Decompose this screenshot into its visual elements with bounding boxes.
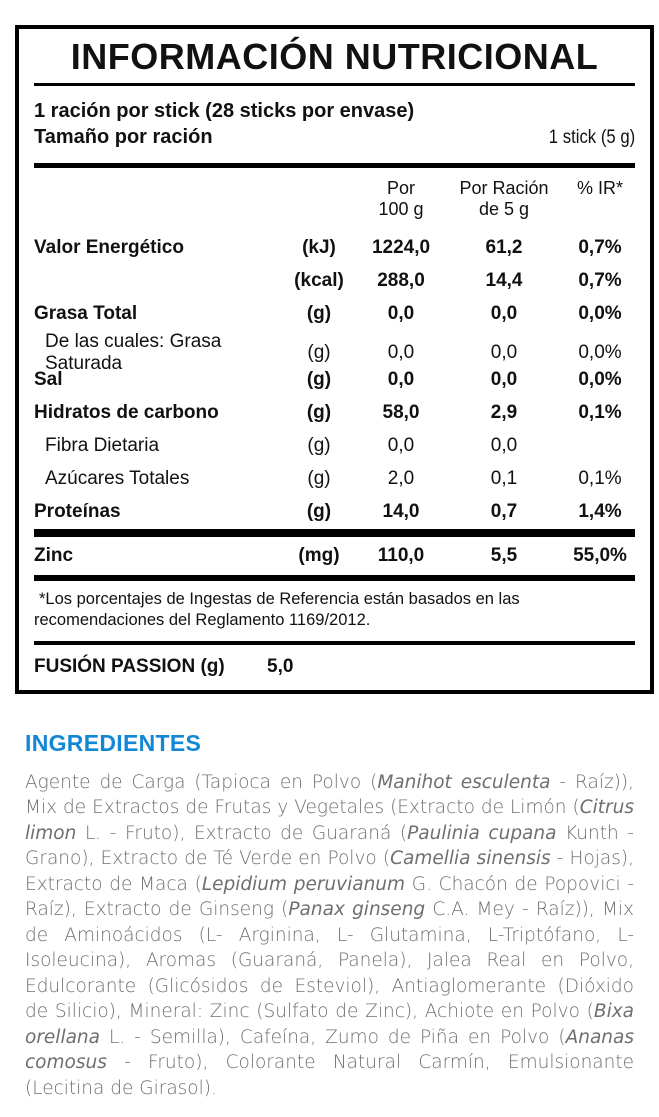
nutrition-facts-panel xyxy=(15,25,654,694)
serving-size-label: Tamaño por ración xyxy=(34,125,213,148)
value-per-100g: 288,0 xyxy=(377,270,425,292)
value-per-100g: 58,0 xyxy=(382,402,420,424)
value-per-serving: 2,9 xyxy=(490,402,518,424)
table-row-energy-kj xyxy=(34,232,635,265)
header-percent-ir: % IR* xyxy=(576,177,623,198)
nutrient-unit: (g) xyxy=(306,501,332,523)
panel-title: INFORMACIÓN NUTRICIONAL xyxy=(70,36,599,77)
value-percent-ir: 0,0% xyxy=(578,341,622,363)
nutrient-name: Zinc xyxy=(34,544,74,566)
blend-value: 5,0 xyxy=(267,656,294,678)
header-per-100g-line1: Por xyxy=(386,177,415,198)
nutrient-name: Azúcares Totales xyxy=(45,468,190,490)
value-per-serving: 14,4 xyxy=(485,270,523,292)
blend-name: FUSIÓN PASSION (g) xyxy=(34,656,225,678)
value-per-serving: 0,0 xyxy=(490,303,518,325)
nutrient-name: Grasa Total xyxy=(34,303,138,325)
header-per-serving-line1: Por Ración xyxy=(459,177,549,198)
nutrient-unit: (mg) xyxy=(298,544,340,566)
value-per-100g: 0,0 xyxy=(387,369,415,391)
nutrient-unit: (g) xyxy=(306,369,332,391)
nutrient-unit: (g) xyxy=(306,303,332,325)
value-per-serving: 5,5 xyxy=(490,544,518,566)
value-per-100g: 1224,0 xyxy=(371,237,431,259)
table-row-dietary-fiber xyxy=(34,430,635,463)
nutrient-name: Sal xyxy=(34,369,63,391)
table-row-carbohydrates xyxy=(34,397,635,430)
value-percent-ir: 0,0% xyxy=(578,369,622,391)
value-per-serving: 0,0 xyxy=(490,341,518,363)
table-row-energy-kcal xyxy=(34,265,635,298)
table-row-total-sugars xyxy=(34,463,635,496)
thick-divider-above-minerals xyxy=(34,529,635,537)
nutrient-name: Fibra Dietaria xyxy=(45,435,160,457)
nutrient-name: De las cuales: Grasa Saturada xyxy=(45,330,222,374)
blend-row xyxy=(34,645,635,690)
value-percent-ir: 0,1% xyxy=(578,402,622,424)
servings-per-container: 1 ración por stick (28 sticks por envase) xyxy=(34,99,415,122)
nutrient-rows xyxy=(34,232,635,529)
value-per-100g: 110,0 xyxy=(377,544,425,566)
serving-info xyxy=(34,86,635,163)
value-per-100g: 0,0 xyxy=(387,435,415,457)
nutrient-name: Valor Energético xyxy=(34,237,184,259)
value-per-serving: 61,2 xyxy=(485,237,523,259)
nutrient-unit: (g) xyxy=(307,435,331,457)
value-percent-ir: 0,7% xyxy=(578,270,622,292)
table-row-salt xyxy=(34,364,635,397)
serving-size-value: 1 stick (5 g) xyxy=(548,126,635,148)
column-headers xyxy=(34,168,635,232)
value-per-serving: 0,0 xyxy=(490,435,518,457)
ingredients-section xyxy=(25,730,634,1102)
ingredients-heading: INGREDIENTES xyxy=(25,729,202,756)
header-per-serving-line2: de 5 g xyxy=(478,198,530,219)
table-row-protein xyxy=(34,496,635,529)
nutrient-unit: (kcal) xyxy=(294,270,344,292)
nutrient-unit: (g) xyxy=(307,468,331,490)
value-percent-ir: 0,1% xyxy=(578,468,622,490)
table-row-zinc xyxy=(34,537,635,575)
value-percent-ir: 0,0% xyxy=(578,303,622,325)
ingredients-text: Agente de Carga (Tapioca en Polvo (Manihot esculenta - Raíz)), Mix de Extractos de Frutas y Vegetales (Extracto de Limón (Citrus limon L. - Fruto), Extracto de Guaraná (Paulinia cupana Kunth - Grano), Extracto de Té Verde en Polvo (Camellia sinensis - Hojas), Extracto de Maca (Lepidium peruvianum G. Chacón de Popovici - Raíz), Extracto de Ginseng (Panax ginseng C.A. Mey - Raíz)), Mix de Aminoácidos (L- Arginina, L- Glutamina, L-Triptófano, L- Isoleucina), Aromas (Guaraná, Panela), Jalea Real en Polvo, Edulcorante (Glicósidos de Esteviol), Antiaglomerante (Dióxido de Silicio), Mineral: Zinc (Sulfato de Zinc), Achiote en Polvo (Bixa orellana L. - Semilla), Cafeína, Zumo de Piña en Polvo (Ananas comosus - Fruto), Colorante Natural Carmín, Emulsionante (Lecitina de Girasol). xyxy=(25,771,635,1099)
nutrient-name: Proteínas xyxy=(34,501,121,523)
reference-intake-footnote: *Los porcentajes de Ingestas de Referencia están basados en las recomendaciones del Reglamento 1169/2012. xyxy=(34,589,520,629)
value-percent-ir: 0,7% xyxy=(578,237,622,259)
value-percent-ir: 55,0% xyxy=(573,544,627,566)
nutrient-unit: (g) xyxy=(307,341,331,363)
value-per-serving: 0,1 xyxy=(490,468,518,490)
value-per-100g: 0,0 xyxy=(387,341,415,363)
header-per-serving xyxy=(443,178,565,220)
value-per-100g: 14,0 xyxy=(382,501,420,523)
serving-size-row xyxy=(34,124,635,150)
value-per-100g: 0,0 xyxy=(387,303,415,325)
value-per-serving: 0,0 xyxy=(490,369,518,391)
nutrient-unit: (kJ) xyxy=(302,237,336,259)
value-per-100g: 2,0 xyxy=(387,468,415,490)
value-per-serving: 0,7 xyxy=(490,501,518,523)
table-row-total-fat xyxy=(34,298,635,331)
table-row-saturated-fat xyxy=(34,330,635,374)
value-percent-ir: 1,4% xyxy=(578,501,622,523)
nutrient-unit: (g) xyxy=(306,402,332,424)
nutrient-name: Hidratos de carbono xyxy=(34,402,219,424)
header-per-100g xyxy=(359,178,443,220)
header-per-100g-line2: 100 g xyxy=(378,198,424,219)
